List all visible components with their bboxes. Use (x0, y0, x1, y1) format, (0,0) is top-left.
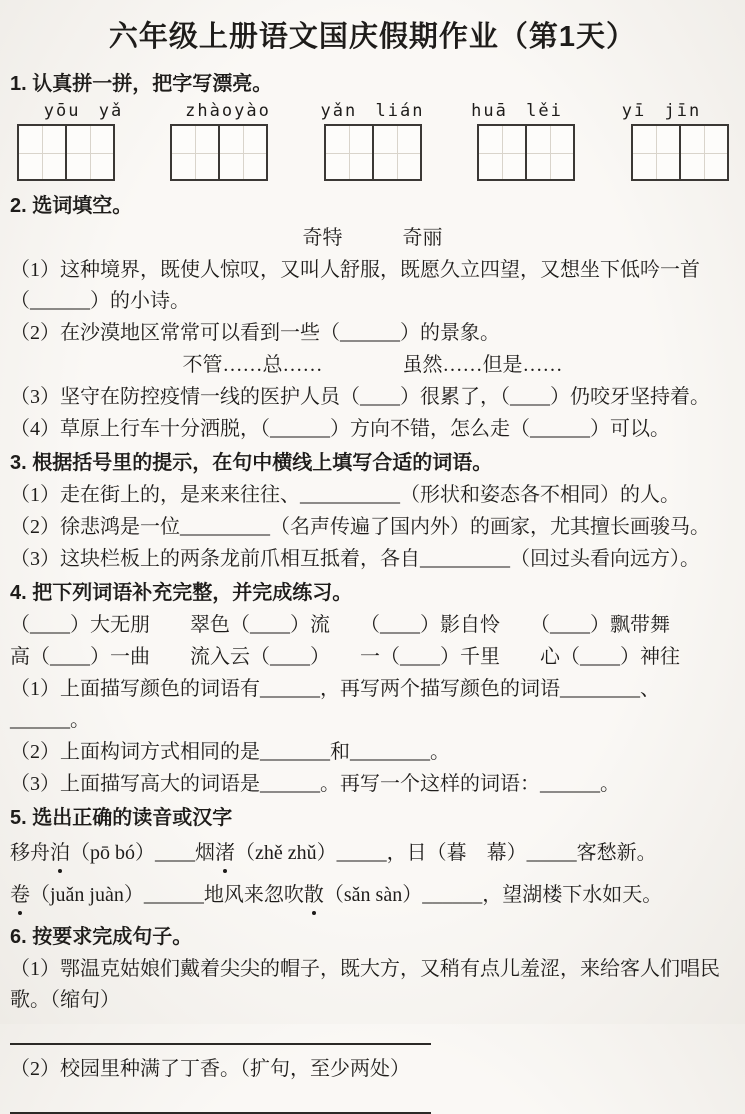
tian-cell (525, 126, 573, 179)
tian-cell (326, 126, 372, 179)
emphasized-char: 卷 (10, 880, 30, 911)
question-3-2: （2）徐悲鸿是一位_________（名声传遍了国内外）的画家，尤其擅长画骏马。 (10, 516, 710, 538)
writing-grids-row (17, 124, 729, 181)
word-bank-2: 不管……总…… 虽然……但是…… (182, 354, 563, 376)
pinyin-word-1: yōu yǎ (43, 101, 124, 121)
question-6-2: （2）校园里种满了丁香。（扩句，至少两处） (10, 1058, 410, 1080)
question-4-3: （3）上面描写高大的词语是______。再写一个这样的词语：______。 (10, 773, 620, 795)
text-segment: （zhě zhǔ）_____，日（暮 幕）_____客愁新。 (235, 842, 657, 864)
text-segment: （juǎn juàn）______地风来忽吹 (30, 884, 304, 906)
writing-grid-2 (170, 124, 268, 181)
idiom-row-2: 高（____）一曲 流入云（____） 一（____）千里 心（____）神往 (10, 646, 680, 668)
question-4-1: （1）上面描写颜色的词语有______，再写两个描写颜色的词语________、______。 (10, 678, 660, 731)
question-3-1: （1）走在街上的，是来来往往、__________（形状和姿态各不相同）的人。 (10, 484, 680, 506)
tian-cell (172, 126, 218, 179)
pinyin-word-4: huā lěi (471, 101, 563, 121)
section-5-heading: 5. 选出正确的读音或汉字 (10, 807, 233, 829)
section-1 (10, 69, 735, 181)
tian-cell (218, 126, 266, 179)
question-4-2: （2）上面构词方式相同的是_______和________。 (10, 741, 450, 763)
question-2-1: （1）这种境界，既使人惊叹，又叫人舒服，既愿久立四望，又想坐下低吟一首（______）的小诗。 (10, 259, 700, 312)
section-2-heading: 2. 选词填空。 (10, 195, 133, 217)
emphasized-char: 泊 (50, 838, 70, 869)
text-segment: 移舟 (10, 842, 50, 864)
writing-grid-4 (477, 124, 575, 181)
question-2-3: （3）坚守在防控疫情一线的医护人员（____）很累了，（____）仍咬牙坚持着。 (10, 386, 710, 408)
tian-cell (679, 126, 727, 179)
pinyin-word-5: yī jīn (621, 101, 702, 121)
tian-cell (65, 126, 113, 179)
section-4-heading: 4. 把下列词语补充完整，并完成练习。 (10, 582, 353, 604)
writing-grid-1 (17, 124, 115, 181)
page-title: 六年级上册语文国庆假期作业（第1天） (108, 21, 637, 53)
section-5 (10, 803, 735, 911)
question-3-3: （3）这块栏板上的两条龙前爪相互抵着，各自_________（回过头看向远方）。 (10, 548, 700, 570)
word-bank-1: 奇特 奇丽 (302, 227, 443, 249)
section-3 (10, 448, 735, 575)
pinyin-row (17, 101, 729, 121)
text-segment: （pō bó）____烟 (70, 842, 215, 864)
section-6-heading: 6. 按要求完成句子。 (10, 926, 193, 948)
writing-grid-5 (631, 124, 729, 181)
answer-line-1 (10, 1043, 431, 1045)
text-segment: （sǎn sàn）______，望湖楼下水如天。 (323, 884, 663, 906)
question-5-line-1 (10, 838, 735, 869)
emphasized-char: 散 (304, 880, 324, 911)
question-5-line-2 (10, 880, 735, 911)
section-1-heading: 1. 认真拼一拼，把字写漂亮。 (10, 73, 273, 95)
section-4 (10, 578, 735, 800)
tian-cell (479, 126, 525, 179)
section-6 (10, 922, 735, 1114)
tian-cell (372, 126, 420, 179)
pinyin-word-2: zhàoyào (185, 101, 271, 121)
tian-cell (19, 126, 65, 179)
question-6-1: （1）鄂温克姑娘们戴着尖尖的帽子，既大方，又稍有点儿羞涩，来给客人们唱民歌。（缩句） (10, 958, 720, 1011)
section-3-heading: 3. 根据括号里的提示，在句中横线上填写合适的词语。 (10, 452, 493, 474)
question-2-2: （2）在沙漠地区常常可以看到一些（______）的景象。 (10, 322, 500, 344)
emphasized-char: 渚 (215, 838, 235, 869)
tian-cell (633, 126, 679, 179)
pinyin-word-3: yǎn lián (320, 101, 425, 121)
question-2-4: （4）草原上行车十分洒脱，（______）方向不错，怎么走（______）可以。 (10, 418, 670, 440)
writing-grid-3 (324, 124, 422, 181)
section-2 (10, 191, 735, 445)
idiom-row-1: （____）大无朋 翠色（____）流 （____）影自怜 （____）飘带舞 (10, 614, 670, 636)
